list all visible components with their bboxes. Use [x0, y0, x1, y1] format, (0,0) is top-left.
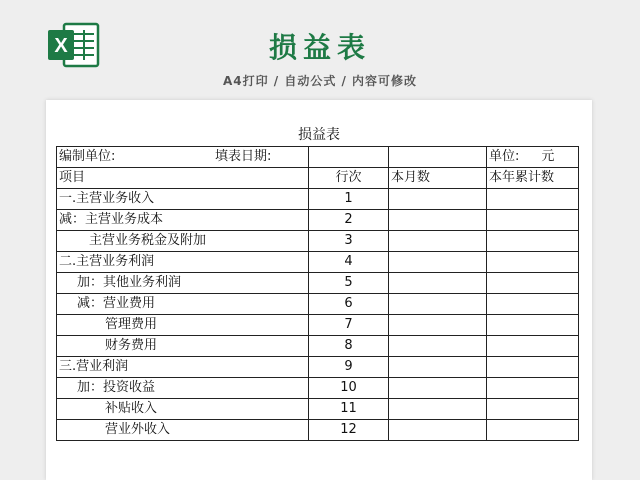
row-ytd-cell[interactable] — [487, 420, 579, 441]
spreadsheet-preview — [46, 100, 592, 480]
table-row — [57, 378, 579, 399]
table-row — [57, 273, 579, 294]
table-row — [57, 252, 579, 273]
row-this-month-cell[interactable] — [389, 252, 487, 273]
row-label[interactable]: 加：投资收益 — [57, 378, 309, 399]
row-label[interactable]: 减：主营业务成本 — [57, 210, 309, 231]
row-ytd-cell[interactable] — [487, 252, 579, 273]
row-ytd-cell[interactable] — [487, 315, 579, 336]
row-this-month-cell[interactable] — [389, 294, 487, 315]
row-label[interactable]: 减：营业费用 — [57, 294, 309, 315]
row-label[interactable]: 营业外收入 — [57, 420, 309, 441]
page-title: 损益表 — [268, 31, 371, 64]
row-ytd-cell[interactable] — [487, 189, 579, 210]
unit-value: 元 — [541, 149, 555, 164]
row-this-month-cell[interactable] — [389, 378, 487, 399]
sheet-title: 损益表 — [298, 127, 340, 143]
row-ytd-cell[interactable] — [487, 378, 579, 399]
meta-cell-unit[interactable] — [487, 147, 579, 168]
row-this-month-cell[interactable] — [389, 357, 487, 378]
row-number[interactable]: 4 — [309, 252, 389, 273]
row-ytd-cell[interactable] — [487, 210, 579, 231]
row-number[interactable]: 11 — [309, 399, 389, 420]
row-label[interactable]: 二.主营业务利润 — [57, 252, 309, 273]
income-statement-table — [56, 146, 579, 441]
table-row — [57, 357, 579, 378]
table-row — [57, 294, 579, 315]
row-this-month-cell[interactable] — [389, 231, 487, 252]
date-label: 填表日期: — [215, 149, 272, 164]
page-subtitle: A4打印 / 自动公式 / 内容可修改 — [222, 74, 418, 88]
row-label[interactable]: 三.营业利润 — [57, 357, 309, 378]
row-label[interactable]: 加：其他业务利润 — [57, 273, 309, 294]
row-ytd-cell[interactable] — [487, 294, 579, 315]
row-ytd-cell[interactable] — [487, 231, 579, 252]
row-number[interactable]: 8 — [309, 336, 389, 357]
table-row — [57, 210, 579, 231]
col-header-ytd[interactable]: 本年累计数 — [487, 168, 579, 189]
row-number[interactable]: 9 — [309, 357, 389, 378]
table-row — [57, 399, 579, 420]
row-label[interactable]: 补贴收入 — [57, 399, 309, 420]
row-number[interactable]: 10 — [309, 378, 389, 399]
meta-cell-org[interactable] — [57, 147, 309, 168]
meta-cell-empty-2[interactable] — [389, 147, 487, 168]
meta-cell-empty-1[interactable] — [309, 147, 389, 168]
row-this-month-cell[interactable] — [389, 336, 487, 357]
row-this-month-cell[interactable] — [389, 210, 487, 231]
unit-org-label: 编制单位: — [59, 149, 116, 164]
row-label[interactable]: 一.主营业务收入 — [57, 189, 309, 210]
table-row — [57, 231, 579, 252]
row-ytd-cell[interactable] — [487, 399, 579, 420]
row-number[interactable]: 6 — [309, 294, 389, 315]
row-number[interactable]: 7 — [309, 315, 389, 336]
row-label[interactable]: 财务费用 — [57, 336, 309, 357]
row-ytd-cell[interactable] — [487, 273, 579, 294]
row-this-month-cell[interactable] — [389, 273, 487, 294]
row-ytd-cell[interactable] — [487, 336, 579, 357]
table-row — [57, 189, 579, 210]
row-label[interactable]: 管理费用 — [57, 315, 309, 336]
column-header-row — [57, 168, 579, 189]
table-row — [57, 315, 579, 336]
row-this-month-cell[interactable] — [389, 399, 487, 420]
row-this-month-cell[interactable] — [389, 315, 487, 336]
row-this-month-cell[interactable] — [389, 420, 487, 441]
table-row — [57, 420, 579, 441]
row-this-month-cell[interactable] — [389, 189, 487, 210]
row-ytd-cell[interactable] — [487, 357, 579, 378]
row-number[interactable]: 3 — [309, 231, 389, 252]
unit-label: 单位: — [489, 149, 520, 164]
logo-letter: X — [54, 35, 68, 57]
row-number[interactable]: 2 — [309, 210, 389, 231]
col-header-item[interactable]: 项目 — [57, 168, 309, 189]
meta-row — [57, 147, 579, 168]
col-header-this-month[interactable]: 本月数 — [389, 168, 487, 189]
table-row — [57, 336, 579, 357]
row-number[interactable]: 1 — [309, 189, 389, 210]
row-label[interactable]: 主营业务税金及附加 — [57, 231, 309, 252]
row-number[interactable]: 12 — [309, 420, 389, 441]
col-header-row-no[interactable]: 行次 — [309, 168, 389, 189]
row-number[interactable]: 5 — [309, 273, 389, 294]
